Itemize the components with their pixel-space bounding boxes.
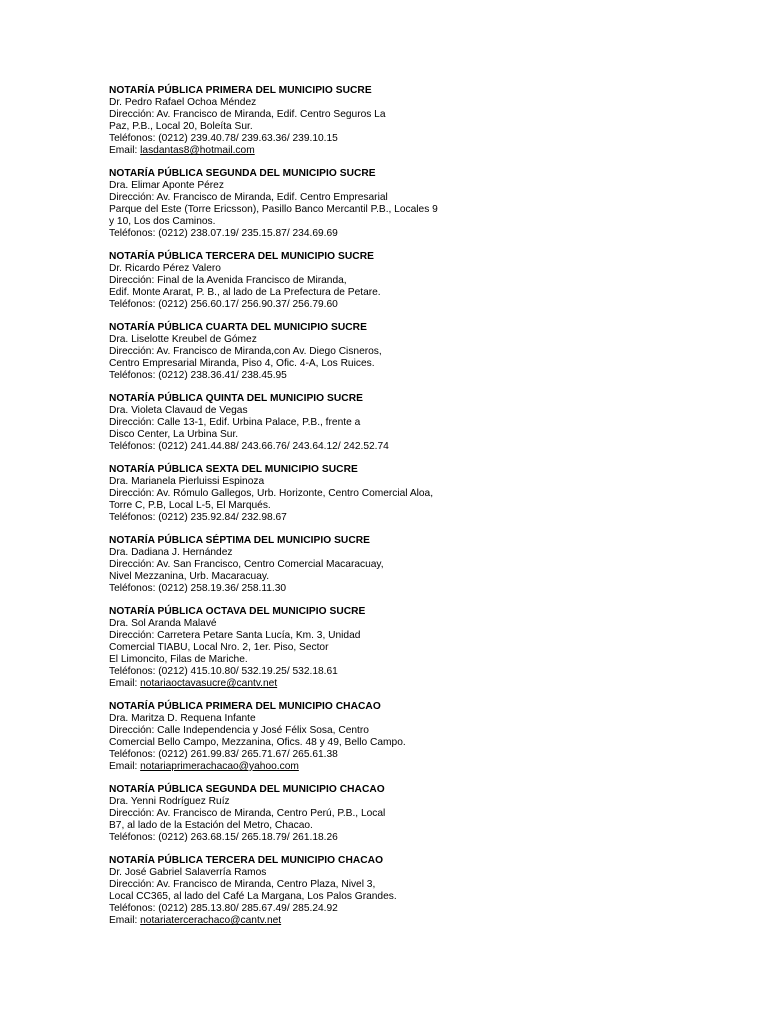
notary-phones: Teléfonos: (0212) 258.19.36/ 258.11.30 — [109, 583, 287, 594]
notary-phones: Teléfonos: (0212) 261.99.83/ 265.71.67/ 265.61.38 — [109, 749, 338, 760]
notary-title: NOTARÍA PÚBLICA TERCERA DEL MUNICIPIO SUCRE — [109, 251, 374, 262]
notary-phones: Teléfonos: (0212) 238.36.41/ 238.45.95 — [109, 370, 287, 381]
notary-address-line: Nivel Mezzanina, Urb. Macaracuay. — [109, 571, 270, 582]
notary-address-line: y 10, Los dos Caminos. — [109, 216, 216, 227]
notary-address-line: Dirección: Av. Francisco de Miranda, Centro Plaza, Nivel 3, — [109, 879, 376, 890]
notary-entry — [109, 322, 478, 382]
notary-phones: Teléfonos: (0212) 235.92.84/ 232.98.67 — [109, 512, 287, 523]
notary-address-line: Dirección: Final de la Avenida Francisco de Miranda, — [109, 275, 347, 286]
notary-title: NOTARÍA PÚBLICA CUARTA DEL MUNICIPIO SUCRE — [109, 322, 367, 333]
notary-title: NOTARÍA PÚBLICA PRIMERA DEL MUNICIPIO SUCRE — [109, 85, 372, 96]
notary-entry — [109, 85, 478, 157]
notary-phones: Teléfonos: (0212) 285.13.80/ 285.67.49/ 285.24.92 — [109, 903, 338, 914]
notary-address-line: Centro Empresarial Miranda, Piso 4, Ofic. 4-A, Los Ruices. — [109, 358, 375, 369]
email-label: Email: — [109, 761, 141, 772]
notary-name: Dra. Sol Aranda Malavé — [109, 618, 217, 629]
email-link[interactable]: notariaoctavasucre@cantv.net — [140, 678, 278, 689]
notary-phones: Teléfonos: (0212) 256.60.17/ 256.90.37/ 256.79.60 — [109, 299, 338, 310]
notary-title: NOTARÍA PÚBLICA SEGUNDA DEL MUNICIPIO CHACAO — [109, 784, 385, 795]
notary-address-line: Comercial TIABU, Local Nro. 2, 1er. Piso, Sector — [109, 642, 329, 653]
notary-address-line: Dirección: Av. Francisco de Miranda, Edif. Centro Seguros La — [109, 109, 386, 120]
email-link[interactable]: lasdantas8@hotmail.com — [140, 145, 255, 156]
notary-phones: Teléfonos: (0212) 238.07.19/ 235.15.87/ 234.69.69 — [109, 228, 338, 239]
notary-name: Dra. Liselotte Kreubel de Gómez — [109, 334, 257, 345]
notary-address-line: Disco Center, La Urbina Sur. — [109, 429, 239, 440]
email-link[interactable]: notariatercerachaco@cantv.net — [140, 915, 282, 926]
notary-name: Dr. José Gabriel Salaverría Ramos — [109, 867, 267, 878]
notary-name: Dra. Marianela Pierluissi Espinoza — [109, 476, 265, 487]
notary-entry — [109, 701, 478, 773]
notary-title: NOTARÍA PÚBLICA SEGUNDA DEL MUNICIPIO SUCRE — [109, 168, 376, 179]
notary-name: Dra. Yenni Rodríguez Ruíz — [109, 796, 230, 807]
notary-name: Dra. Violeta Clavaud de Vegas — [109, 405, 248, 416]
notary-phones: Teléfonos: (0212) 263.68.15/ 265.18.79/ 261.18.26 — [109, 832, 338, 843]
notary-email-line — [109, 145, 478, 157]
notary-name: Dr. Ricardo Pérez Valero — [109, 263, 221, 274]
notary-address-line: Dirección: Calle Independencia y José Félix Sosa, Centro — [109, 725, 369, 736]
notary-entry — [109, 855, 478, 927]
notary-name: Dra. Maritza D. Requena Infante — [109, 713, 256, 724]
notary-address-line: Edif. Monte Ararat, P. B., al lado de La Prefectura de Petare. — [109, 287, 381, 298]
notary-phones: Teléfonos: (0212) 239.40.78/ 239.63.36/ 239.10.15 — [109, 133, 338, 144]
notary-phones: Teléfonos: (0212) 241.44.88/ 243.66.76/ 243.64.12/ 242.52.74 — [109, 441, 389, 452]
notary-entry — [109, 168, 478, 240]
email-label: Email: — [109, 678, 141, 689]
notary-entry — [109, 464, 478, 524]
notary-entry — [109, 251, 478, 311]
email-label: Email: — [109, 915, 141, 926]
notary-address-line: Dirección: Carretera Petare Santa Lucía, Km. 3, Unidad — [109, 630, 361, 641]
notary-entry — [109, 393, 478, 453]
notary-address-line: B7, al lado de la Estación del Metro, Chacao. — [109, 820, 313, 831]
notary-address-line: Dirección: Av. Francisco de Miranda,con Av. Diego Cisneros, — [109, 346, 382, 357]
notary-address-line: Local CC365, al lado del Café La Margana, Los Palos Grandes. — [109, 891, 397, 902]
notary-name: Dra. Elimar Aponte Pérez — [109, 180, 224, 191]
notary-address-line: Dirección: Calle 13-1, Edif. Urbina Palace, P.B., frente a — [109, 417, 361, 428]
notary-address-line: Dirección: Av. Francisco de Miranda, Edif. Centro Empresarial — [109, 192, 388, 203]
notary-address-line: Comercial Bello Campo, Mezzanina, Ofics. 48 y 49, Bello Campo. — [109, 737, 406, 748]
notary-title: NOTARÍA PÚBLICA SEXTA DEL MUNICIPIO SUCRE — [109, 464, 358, 475]
notary-email-line — [109, 761, 478, 773]
notary-address-line: Parque del Este (Torre Ericsson), Pasillo Banco Mercantil P.B., Locales 9 — [109, 204, 438, 215]
notary-title: NOTARÍA PÚBLICA SÉPTIMA DEL MUNICIPIO SUCRE — [109, 535, 370, 546]
notary-address-line: Paz, P.B., Local 20, Boleíta Sur. — [109, 121, 253, 132]
notary-address-line: Torre C, P.B, Local L-5, El Marqués. — [109, 500, 271, 511]
notary-phones: Teléfonos: (0212) 415.10.80/ 532.19.25/ 532.18.61 — [109, 666, 338, 677]
notary-name: Dra. Dadiana J. Hernández — [109, 547, 233, 558]
notary-address-line: Dirección: Av. Francisco de Miranda, Centro Perú, P.B., Local — [109, 808, 386, 819]
notary-address-line: Dirección: Av. Rómulo Gallegos, Urb. Horizonte, Centro Comercial Aloa, — [109, 488, 434, 499]
notary-email-line — [109, 915, 478, 927]
email-label: Email: — [109, 145, 141, 156]
notary-email-line — [109, 678, 478, 690]
notary-title: NOTARÍA PÚBLICA OCTAVA DEL MUNICIPIO SUCRE — [109, 606, 366, 617]
notary-address-line: El Limoncito, Filas de Mariche. — [109, 654, 248, 665]
notary-entry — [109, 784, 478, 844]
notary-entry — [109, 606, 478, 690]
email-link[interactable]: notariaprimerachacao@yahoo.com — [140, 761, 299, 772]
notary-title: NOTARÍA PÚBLICA PRIMERA DEL MUNICIPIO CHACAO — [109, 701, 381, 712]
notary-name: Dr. Pedro Rafael Ochoa Méndez — [109, 97, 257, 108]
notary-entry — [109, 535, 478, 595]
notary-title: NOTARÍA PÚBLICA TERCERA DEL MUNICIPIO CHACAO — [109, 855, 384, 866]
notary-address-line: Dirección: Av. San Francisco, Centro Comercial Macaracuay, — [109, 559, 384, 570]
notary-title: NOTARÍA PÚBLICA QUINTA DEL MUNICIPIO SUCRE — [109, 393, 363, 404]
